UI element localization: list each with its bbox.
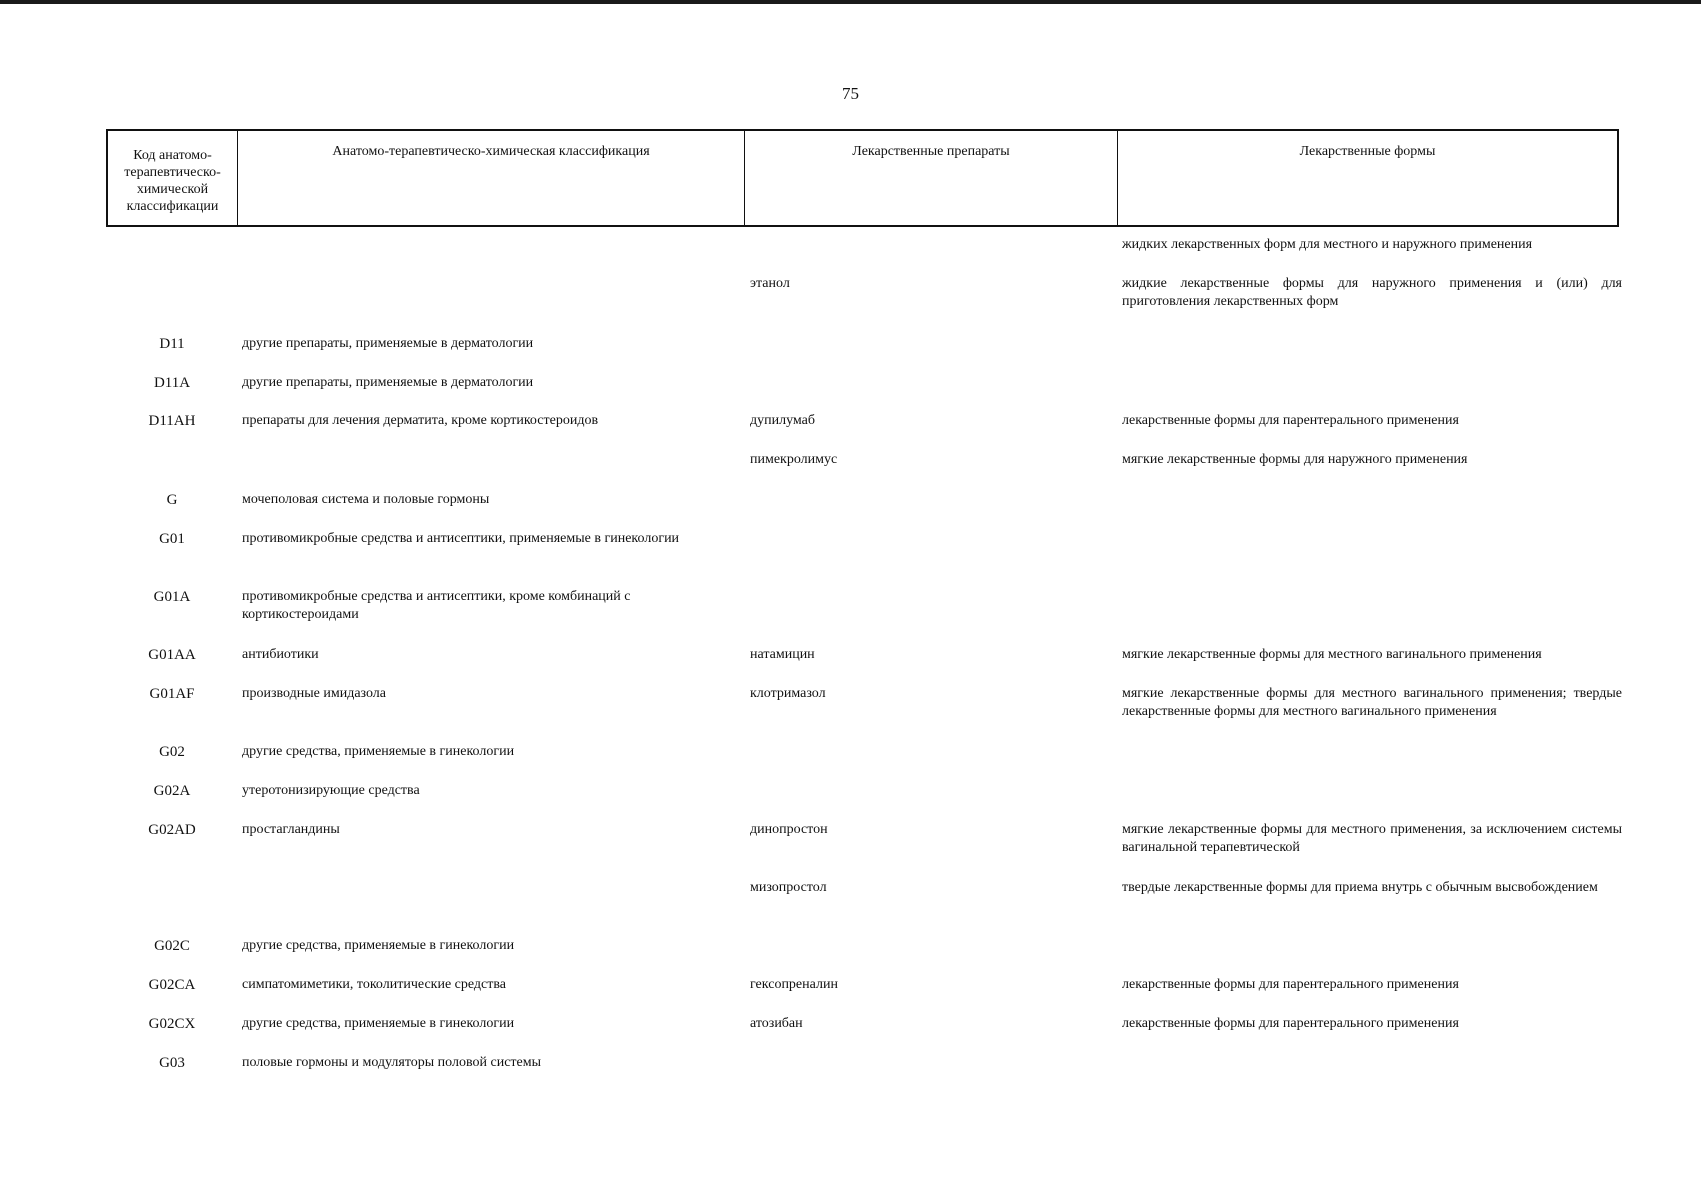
- row-code: G02CX: [148, 1016, 196, 1032]
- table-header: [106, 129, 1619, 227]
- row-drug: пимекролимус: [750, 452, 838, 467]
- row-atc: противомикробные средства и антисептики, кроме комбинаций с кортикостероидами: [242, 589, 631, 622]
- row-form: лекарственные формы для парентерального применения: [1122, 413, 1459, 428]
- row-atc: препараты для лечения дерматита, кроме кортикостероидов: [242, 413, 599, 428]
- row-drug: атозибан: [750, 1016, 803, 1031]
- row-code: G02CA: [148, 977, 196, 993]
- row-drug: гексопреналин: [750, 977, 838, 992]
- row-atc: простагландины: [242, 822, 340, 837]
- row-atc: утеротонизирующие средства: [242, 783, 420, 798]
- row-form: мягкие лекарственные формы для наружного применения: [1122, 452, 1468, 467]
- row-atc: половые гормоны и модуляторы половой системы: [242, 1055, 542, 1070]
- row-atc: другие средства, применяемые в гинекологии: [242, 744, 515, 759]
- row-code: G: [166, 492, 178, 508]
- header-atc-column: Анатомо-терапевтическо-химическая классификация: [238, 131, 745, 225]
- row-drug: этанол: [750, 276, 790, 291]
- page-number: 75: [842, 84, 859, 103]
- header-code-column: Код анатомо-терапевтическо-химической классификации: [108, 131, 238, 225]
- row-code: G02C: [154, 938, 190, 954]
- row-code: G02: [159, 744, 185, 760]
- row-atc: симпатомиметики, токолитические средства: [242, 977, 506, 992]
- row-form: лекарственные формы для парентерального применения: [1122, 977, 1459, 992]
- row-drug: мизопростол: [750, 880, 827, 895]
- row-atc: другие средства, применяемые в гинекологии: [242, 1016, 515, 1031]
- row-form: мягкие лекарственные формы для местного вагинального применения; твердые лекарственные формы для местного вагинального применения: [1122, 686, 1622, 719]
- row-atc: другие препараты, применяемые в дерматологии: [242, 336, 534, 351]
- row-drug: натамицин: [750, 647, 815, 662]
- row-drug: клотримазол: [750, 686, 826, 701]
- header-drugs-column: Лекарственные препараты: [745, 131, 1118, 225]
- row-atc: антибиотики: [242, 647, 319, 662]
- row-atc: мочеполовая система и половые гормоны: [242, 492, 490, 507]
- row-form: мягкие лекарственные формы для местного применения, за исключением системы вагинальной терапевтической: [1122, 822, 1622, 855]
- row-form: жидкие лекарственные формы для наружного применения и (или) для приготовления лекарственных форм: [1122, 276, 1622, 309]
- row-form: мягкие лекарственные формы для местного вагинального применения: [1122, 647, 1542, 662]
- row-atc: противомикробные средства и антисептики, применяемые в гинекологии: [242, 531, 680, 546]
- row-atc: другие препараты, применяемые в дерматологии: [242, 375, 534, 390]
- row-code: D11AH: [148, 413, 196, 429]
- page-top-edge: [0, 0, 1701, 4]
- row-code: G01A: [153, 589, 191, 605]
- row-form: твердые лекарственные формы для приема внутрь с обычным высвобождением: [1122, 880, 1598, 895]
- row-code: D11: [159, 336, 185, 352]
- row-code: G02AD: [148, 822, 196, 838]
- row-form: жидких лекарственных форм для местного и наружного применения: [1122, 237, 1533, 252]
- row-code: G02A: [153, 783, 191, 799]
- row-code: G03: [159, 1055, 185, 1071]
- row-atc: производные имидазола: [242, 686, 387, 701]
- row-code: D11A: [153, 375, 191, 391]
- row-code: G01AA: [148, 647, 196, 663]
- row-code: G01: [159, 531, 185, 547]
- row-atc: другие средства, применяемые в гинекологии: [242, 938, 515, 953]
- header-forms-column: Лекарственные формы: [1299, 144, 1436, 159]
- row-code: G01AF: [149, 686, 195, 702]
- row-drug: дупилумаб: [750, 413, 816, 428]
- row-form: лекарственные формы для парентерального применения: [1122, 1016, 1459, 1031]
- row-drug: динопростон: [750, 822, 828, 837]
